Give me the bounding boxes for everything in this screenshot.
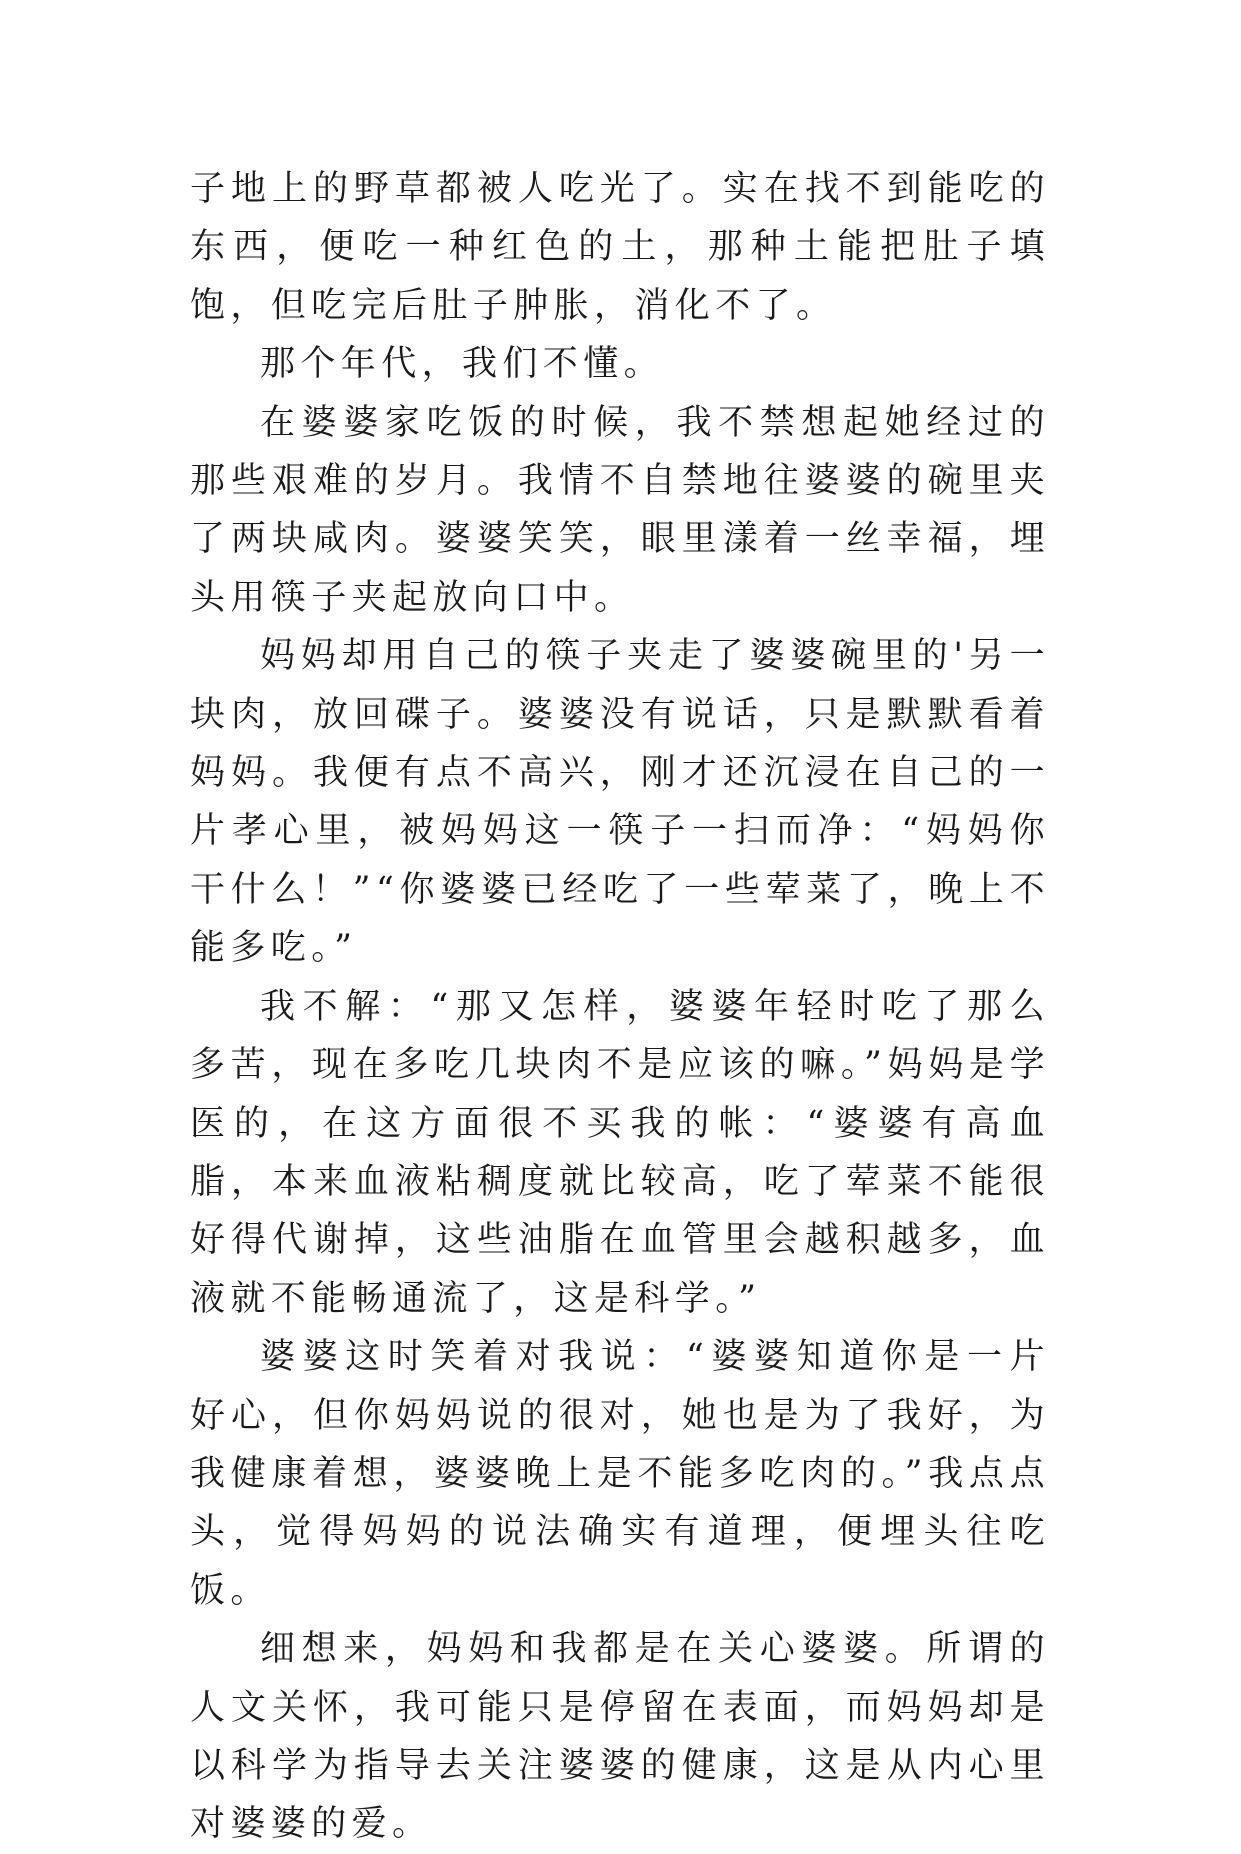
article-body: [190, 160, 1050, 1854]
paragraph: 在婆婆家吃饭的时候，我不禁想起她经过的那些艰难的岁月。我情不自禁地往婆婆的碗里夹了两块咸肉。婆婆笑笑，眼里漾着一丝幸福，埋头用筷子夹起放向口中。: [190, 402, 1050, 618]
paragraph: 细想来，妈妈和我都是在关心婆婆。所谓的人文关怀，我可能只是停留在表面，而妈妈却是以科学为指导去关注婆婆的健康，这是从内心里对婆婆的爱。: [190, 1629, 1050, 1845]
paragraph: 妈妈却用自己的筷子夹走了婆婆碗里的'另一块肉，放回碟子。婆婆没有说话，只是默默看着妈妈。我便有点不高兴，刚才还沉浸在自己的一片孝心里，被妈妈这一筷子一扫而净：“妈妈你干什么！”“你婆婆已经吃了一些荤菜了，晚上不能多吃。”: [190, 636, 1050, 969]
paragraph: 那个年代，我们不懂。: [260, 344, 665, 385]
paragraph-continued: 子地上的野草都被人吃光了。实在找不到能吃的东西，便吃一种红色的土，那种土能把肚子填饱，但吃完后肚子肿胀，消化不了。: [190, 169, 1050, 326]
paragraph: 婆婆这时笑着对我说：“婆婆知道你是一片好心，但你妈妈说的很对，她也是为了我好，为我健康着想，婆婆晚上是不能多吃肉的。”我点点头，觉得妈妈的说法确实有道理，便埋头往吃饭。: [190, 1337, 1050, 1611]
paragraph: 我不解：“那又怎样，婆婆年轻时吃了那么多苦，现在多吃几块肉不是应该的嘛。”妈妈是学医的，在这方面很不买我的帐：“婆婆有高血脂，本来血液粘稠度就比较高，吃了荤菜不能很好得代谢掉，这些油脂在血管里会越积越多，血液就不能畅通流了，这是科学。”: [190, 986, 1050, 1319]
